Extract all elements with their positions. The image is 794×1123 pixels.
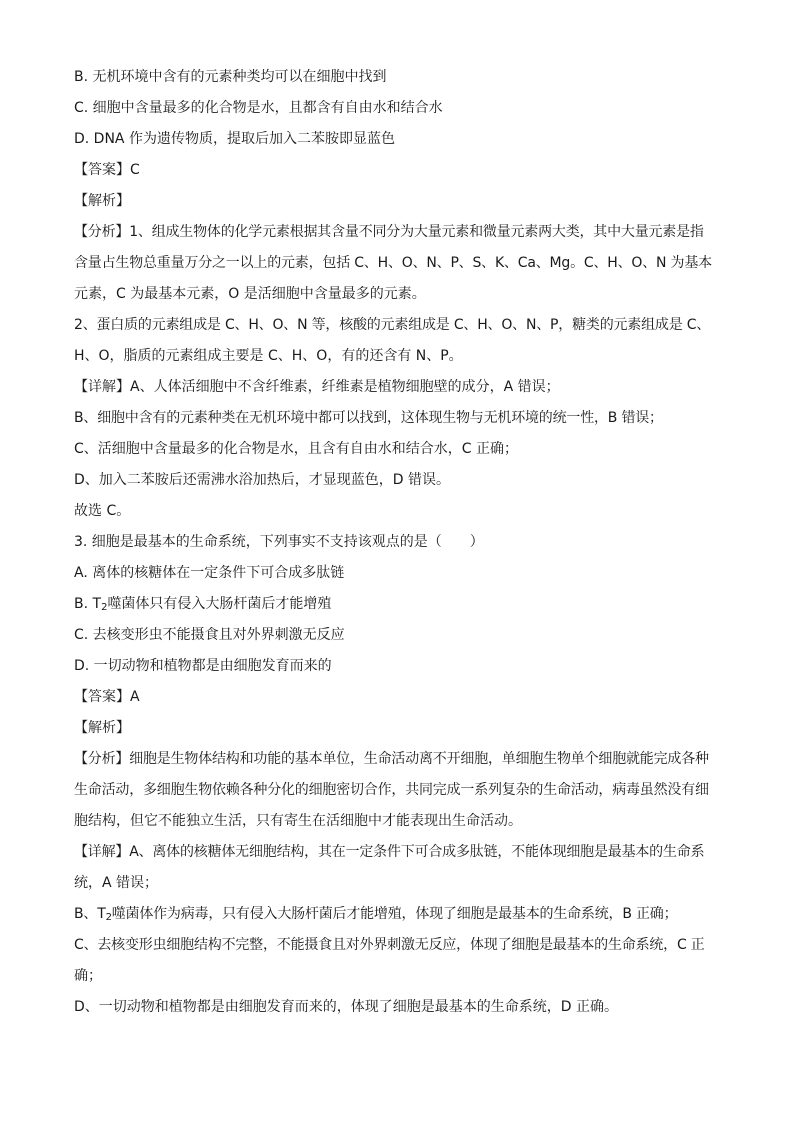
q3-analysis-line: 生命活动，多细胞生物依赖各种分化的细胞密切合作，共同完成一系列复杂的生命活动，病毒虽然没有细 <box>74 782 709 798</box>
q2-detail-line: B、细胞中含有的元素种类在无机环境中都可以找到，这体现生物与无机环境的统一性，B 错误； <box>74 410 663 426</box>
q2-option-d: D. DNA 作为遗传物质，提取后加入二苯胺即显蓝色 <box>74 131 395 147</box>
q2-detail-line: 【详解】A、人体活细胞中不含纤维素，纤维素是植物细胞壁的成分，A 错误； <box>74 379 560 395</box>
q3-detail-line: D、一切动物和植物都是由细胞发育而来的，体现了细胞是最基本的生命系统，D 正确。 <box>74 999 619 1015</box>
q2-analysis-line: 元素，C 为最基本元素，O 是活细胞中含量最多的元素。 <box>74 286 426 302</box>
q2-option-c: C. 细胞中含量最多的化合物是水，且都含有自由水和结合水 <box>74 100 443 116</box>
q3-detail-b-subscript: 2 <box>105 912 112 923</box>
q3-option-b-text: 噬菌体只有侵入大肠杆菌后才能增殖 <box>107 596 332 612</box>
q2-detail-line: D、加入二苯胺后还需沸水浴加热后，才显现蓝色，D 错误。 <box>74 472 451 488</box>
q2-conclusion: 故选 C。 <box>74 503 131 519</box>
q3-detail-b-text: 噬菌体作为病毒，只有侵入大肠杆菌后才能增殖，体现了细胞是最基本的生命系统，B 正确； <box>111 906 678 922</box>
q2-option-b: B. 无机环境中含有的元素种类均可以在细胞中找到 <box>74 69 387 85</box>
q3-detail-line: 统，A 错误； <box>74 875 159 891</box>
q3-option-b <box>74 589 734 620</box>
q3-detail-line: C、去核变形虫细胞结构不完整，不能摄食且对外界刺激无反应，体现了细胞是最基本的生命系统，C 正 <box>74 937 705 953</box>
q2-answer: 【答案】C <box>74 162 140 178</box>
q3-answer: 【答案】A <box>74 689 140 705</box>
q3-option-a: A. 离体的核糖体在一定条件下可合成多肽链 <box>74 565 345 581</box>
q3-detail-line-b <box>74 899 734 930</box>
q2-detail-line: C、活细胞中含量最多的化合物是水，且含有自由水和结合水，C 正确； <box>74 441 518 457</box>
q3-detail-line: 确； <box>74 968 102 984</box>
q3-option-d: D. 一切动物和植物都是由细胞发育而来的 <box>74 658 332 674</box>
q3-jiexi-label: 【解析】 <box>74 720 130 736</box>
q3-option-b-prefix: B. T <box>74 596 102 612</box>
q2-jiexi-label: 【解析】 <box>74 193 130 209</box>
q3-analysis-line: 【分析】细胞是生物体结构和功能的基本单位，生命活动离不开细胞，单细胞生物单个细胞就能完成各种 <box>74 751 709 767</box>
q3-detail-line: 【详解】A、离体的核糖体无细胞结构，其在一定条件下可合成多肽链，不能体现细胞是最基本的生命系 <box>74 844 705 860</box>
q2-analysis-line: 含量占生物总重量万分之一以上的元素，包括 C、H、O、N、P、S、K、Ca、Mg。C、H、O、N 为基本 <box>74 255 712 271</box>
q3-option-b-subscript: 2 <box>101 602 108 613</box>
q3-detail-b-prefix: B、T <box>74 906 106 922</box>
q3-option-c: C. 去核变形虫不能摄食且对外界刺激无反应 <box>74 627 345 643</box>
q2-analysis-line: 【分析】1、组成生物体的化学元素根据其含量不同分为大量元素和微量元素两大类，其中大量元素是指 <box>74 224 704 240</box>
q3-stem: 3. 细胞是最基本的生命系统，下列事实不支持该观点的是（ ） <box>74 534 484 550</box>
q2-analysis-line: 2、蛋白质的元素组成是 C、H、O、N 等，核酸的元素组成是 C、H、O、N、P，糖类的元素组成是 C、 <box>74 317 711 333</box>
q3-analysis-line: 胞结构，但它不能独立生活，只有寄生在活细胞中才能表现出生命活动。 <box>74 813 522 829</box>
q2-analysis-line: H、O，脂质的元素组成主要是 C、H、O，有的还含有 N、P。 <box>74 348 463 364</box>
